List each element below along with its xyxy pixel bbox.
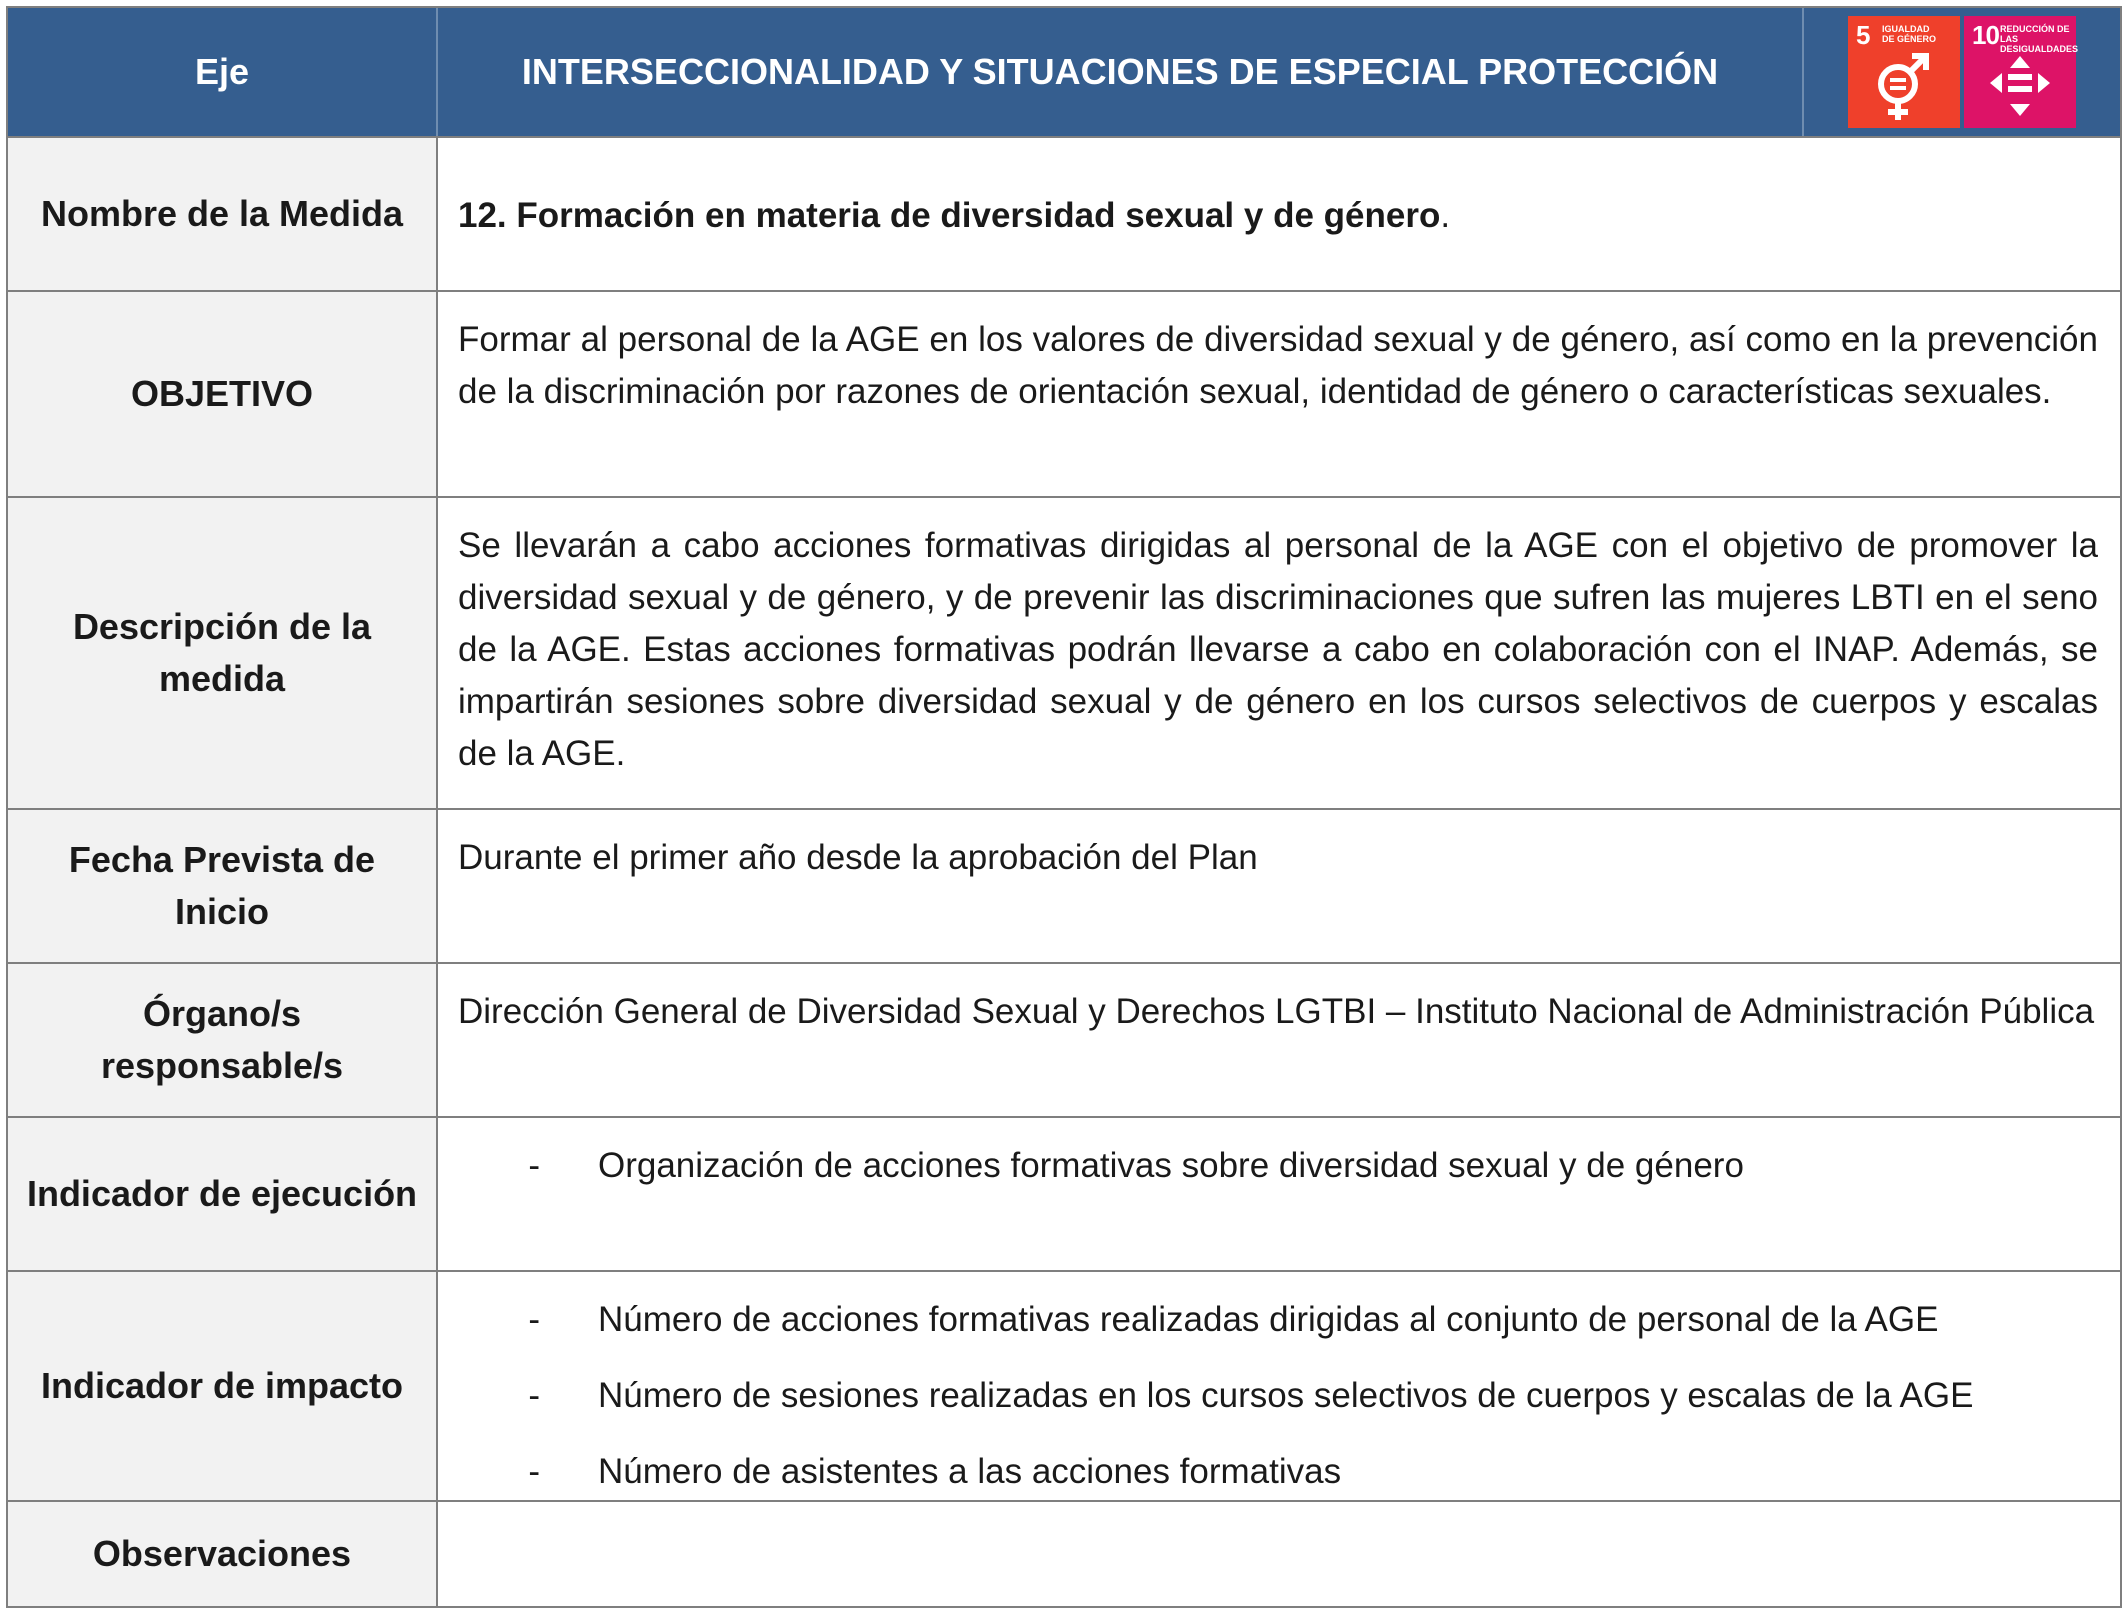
ejecucion-item: Organización de acciones formativas sobre diversidad sexual y de género	[598, 1146, 1744, 1185]
sdg-logos	[1804, 8, 2120, 136]
row-nombre	[8, 136, 2120, 290]
descripcion-label: Descripción de la medida	[8, 498, 438, 808]
impacto-item: Número de acciones formativas realizadas dirigidas al conjunto de personal de la AGE	[598, 1300, 1939, 1339]
row-organo	[8, 962, 2120, 1116]
axis-title: INTERSECCIONALIDAD Y SITUACIONES DE ESPECIAL PROTECCIÓN	[438, 8, 1804, 136]
nombre-label: Nombre de la Medida	[8, 138, 438, 290]
organo-value: Dirección General de Diversidad Sexual y Derechos LGTBI – Instituto Nacional de Administración Pública	[438, 964, 2120, 1116]
sdg-5-number: 5	[1856, 20, 1870, 50]
sdg-10-badge	[1964, 16, 2079, 128]
fecha-value: Durante el primer año desde la aprobación del Plan	[438, 810, 2120, 962]
objetivo-label: OBJETIVO	[8, 292, 438, 496]
row-impacto	[8, 1270, 2120, 1500]
sdg-10-number: 10	[1972, 20, 1999, 50]
row-ejecucion	[8, 1116, 2120, 1270]
sdg-10-caption: REDUCCIÓN DE LAS DESIGUALDADES	[2000, 24, 2079, 54]
impacto-label: Indicador de impacto	[8, 1272, 438, 1500]
list-item	[458, 1446, 2098, 1498]
nombre-text: 12. Formación en materia de diversidad sexual y de género	[458, 196, 1441, 235]
nombre-value	[438, 138, 2120, 290]
sdg-5-badge	[1848, 16, 1960, 128]
gender-equality-icon	[1848, 16, 1960, 128]
sdg-5-caption: IGUALDAD DE GÉNERO	[1882, 24, 1937, 44]
nombre-trailing: .	[1440, 196, 1451, 235]
row-objetivo	[8, 290, 2120, 496]
measure-table	[6, 6, 2122, 1608]
row-observaciones	[8, 1500, 2120, 1606]
bullet-dash: -	[528, 1452, 540, 1491]
list-item	[458, 1370, 2098, 1422]
row-fecha	[8, 808, 2120, 962]
bullet-dash: -	[528, 1146, 540, 1185]
bullet-dash: -	[528, 1300, 540, 1339]
fecha-label: Fecha Prevista de Inicio	[8, 810, 438, 962]
ejecucion-label: Indicador de ejecución	[8, 1118, 438, 1270]
ejecucion-list	[438, 1118, 2120, 1270]
eje-label: Eje	[8, 8, 438, 136]
list-item	[458, 1140, 2098, 1192]
impacto-list	[438, 1272, 2120, 1500]
bullet-dash: -	[528, 1376, 540, 1415]
impacto-item: Número de sesiones realizadas en los cursos selectivos de cuerpos y escalas de la AGE	[598, 1376, 1974, 1415]
descripcion-value: Se llevarán a cabo acciones formativas dirigidas al personal de la AGE con el objetivo de promover la diversidad sexual y de género, y de prevenir las discriminaciones que sufren las mujeres LBTI en el seno de la AGE. Estas acciones formativas podrán llevarse a cabo en colaboración con el INAP. Además, se impartirán sesiones sobre diversidad sexual y de género en los cursos selectivos de cuerpos y escalas de la AGE.	[438, 498, 2120, 808]
impacto-item: Número de asistentes a las acciones formativas	[598, 1452, 1342, 1491]
header-row	[8, 8, 2120, 136]
list-item	[458, 1294, 2098, 1346]
objetivo-value: Formar al personal de la AGE en los valores de diversidad sexual y de género, así como en la prevención de la discriminación por razones de orientación sexual, identidad de género o características sexuales.	[438, 292, 2120, 496]
observaciones-label: Observaciones	[8, 1502, 438, 1606]
row-descripcion	[8, 496, 2120, 808]
reduced-inequalities-icon	[1964, 16, 2079, 128]
observaciones-value	[438, 1502, 2120, 1606]
organo-label: Órgano/s responsable/s	[8, 964, 438, 1116]
